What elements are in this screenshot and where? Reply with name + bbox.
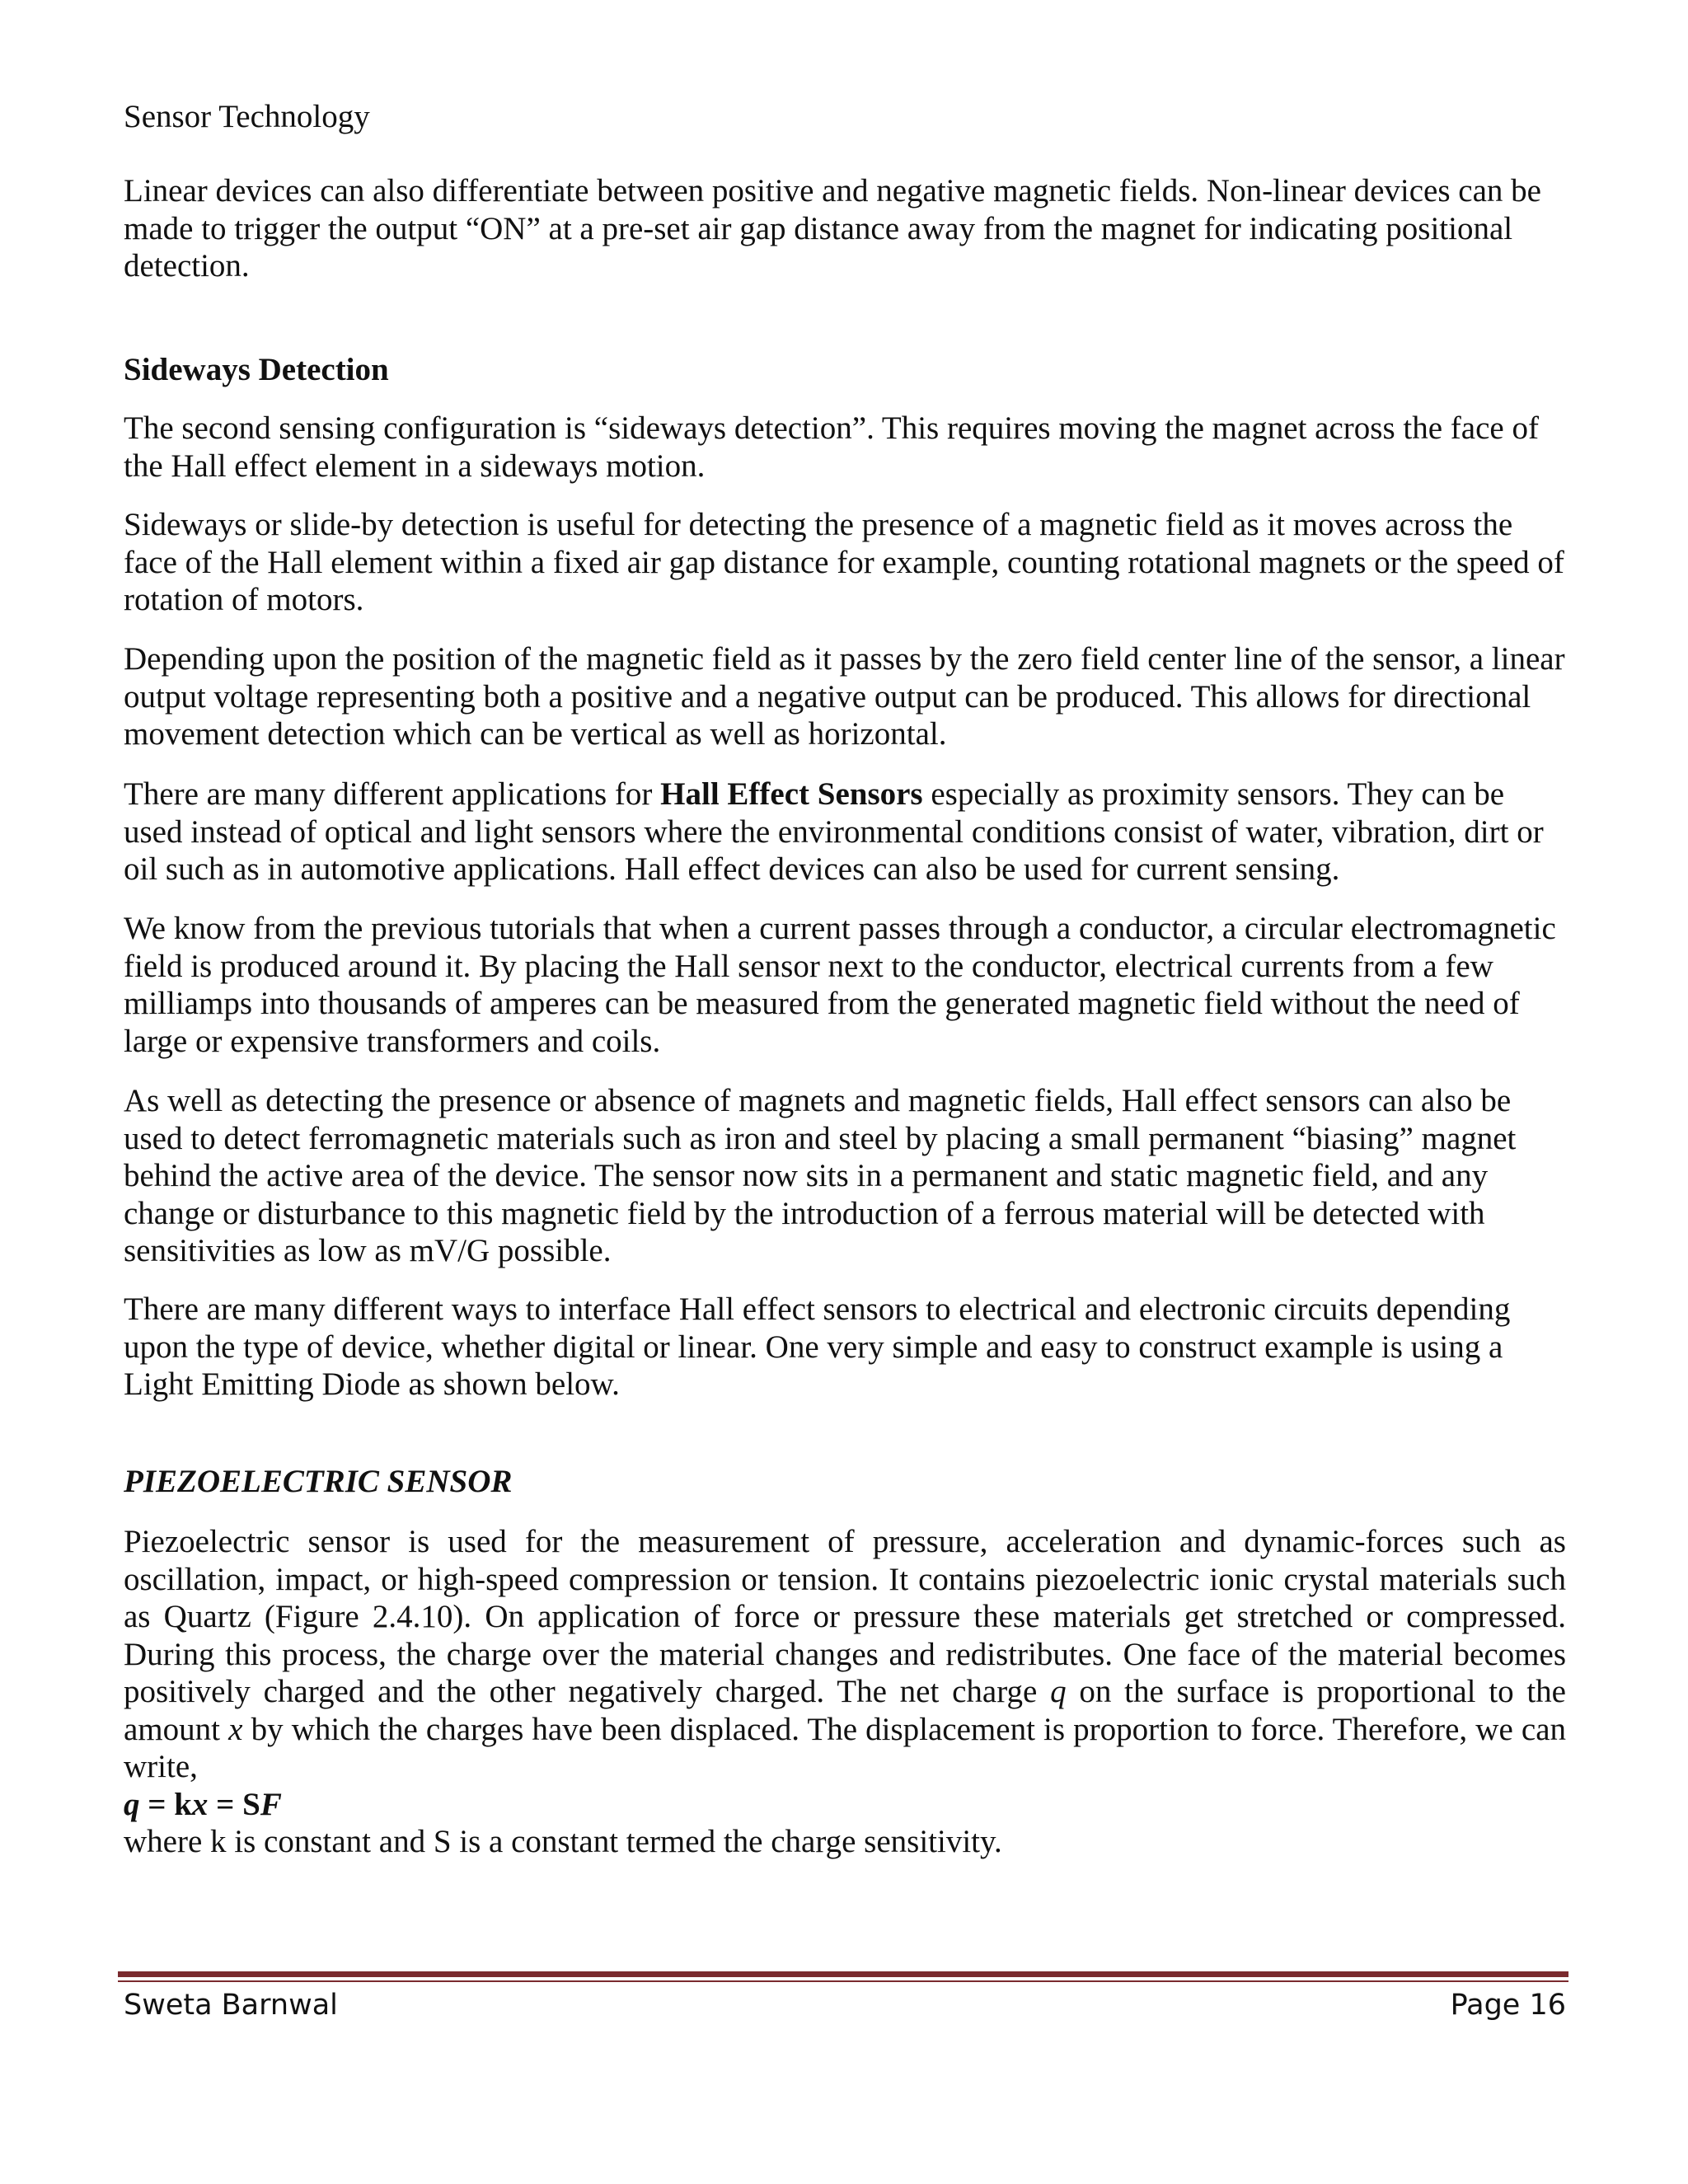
- sideways-paragraph-5: [124, 910, 1566, 1060]
- piezo-section: [124, 1462, 1566, 1502]
- sideways-paragraph-7: [124, 1291, 1566, 1404]
- section-heading-sideways: Sideways Detection: [124, 352, 389, 387]
- footer-page-number: Page 16: [1450, 1989, 1566, 2022]
- formula-note: where k is constant and S is a constant termed the charge sensitivity.: [124, 1824, 1002, 1859]
- paragraph-text: We know from the previous tutorials that when a current passes through a conductor, a circular electromagnetic field is produced around it. By placing the Hall sensor next to the conductor, electrical currents from a few milliamps into thousands of amperes can be measured from the generated magnetic field without the need of large or expensive transformers and coils.: [124, 911, 1556, 1059]
- formula-x: x: [191, 1786, 209, 1822]
- paragraph-text-part: Piezoelectric sensor is used for the measurement of pressure, acceleration and dynamic-forces such as oscillation, impact, or high-speed compression or tension. It contains piezoelectric ionic crystal materials such as Quartz (Figure 2.4.10). On application of force or pressure these materials get stretched or compressed. During this process, the charge over the material changes and redistributes. One face of the material becomes positively charged and the other negatively charged. The net charge: [124, 1524, 1566, 1709]
- paragraph-text-part: by which the charges have been displaced. The displacement is proportion to force. Therefore, we can write,: [124, 1711, 1567, 1784]
- sideways-paragraph-6: [124, 1082, 1566, 1270]
- formula-line: [124, 1786, 1566, 1824]
- paragraph-text-tail: especially as proximity sensors. They can be used instead of optical and light sensors where the environmental conditions consist of water, vibration, dirt or oil such as in automotive applications. Hall effect devices can also be used for current sensing.: [124, 776, 1544, 887]
- intro-paragraph: Linear devices can also differentiate between positive and negative magnetic fields. Non-linear devices can be made to trigger the output “ON” at a pre-set air gap distance away from the magnet for indicating positional detection.: [124, 173, 1541, 284]
- intro-section: [124, 172, 1566, 285]
- sideways-paragraph-1: [124, 410, 1566, 485]
- sideways-paragraph-4: [124, 776, 1566, 888]
- paragraph-text: The second sensing configuration is “sideways detection”. This requires moving the magnet across the face of the Hall effect element in a sideways motion.: [124, 410, 1539, 484]
- formula-q: q: [124, 1786, 140, 1822]
- piezo-paragraph-1: [124, 1523, 1566, 1861]
- paragraph-text-lead: There are many different applications for: [124, 776, 661, 812]
- formula-eq-2: = S: [208, 1786, 260, 1822]
- sideways-paragraph-3: [124, 640, 1566, 753]
- paragraph-text: [124, 1523, 1566, 1786]
- variable-x: x: [228, 1711, 243, 1747]
- paragraph-text: [124, 776, 1566, 888]
- paragraph-text: Sideways or slide-by detection is useful for detecting the presence of a magnetic field as it moves across the face of the Hall element within a fixed air gap distance for example, counting rotational magnets or the speed of rotation of motors.: [124, 507, 1564, 617]
- paragraph-text: As well as detecting the presence or absence of magnets and magnetic fields, Hall effect sensors can also be used to detect ferromagnetic materials such as iron and steel by placing a small permanent “biasing” magnet behind the active area of the device. The sensor now sits in a permanent and static magnetic field, and any change or disturbance to this magnetic field by the introduction of a ferrous material will be detected with sensitivities as low as mV/G possible.: [124, 1083, 1517, 1268]
- footer-rule-thin: [118, 1980, 1568, 1982]
- paragraph-text: There are many different ways to interface Hall effect sensors to electrical and electronic circuits depending upon the type of device, whether digital or linear. One very simple and easy to construct example is using a Light Emitting Diode as shown below.: [124, 1291, 1511, 1402]
- sideways-section: [124, 350, 1566, 390]
- paragraph-text-part: on the surface is proportional to the amount: [124, 1674, 1566, 1747]
- section-heading-piezoelectric: PIEZOELECTRIC SENSOR: [124, 1464, 513, 1499]
- footer-rule-thick: [118, 1971, 1568, 1977]
- running-header: Sensor Technology: [124, 99, 370, 134]
- variable-q: q: [1050, 1674, 1067, 1709]
- paragraph-text: Depending upon the position of the magnetic field as it passes by the zero field center line of the sensor, a linear output voltage representing both a positive and a negative output can be produced. This allows for directional movement detection which can be vertical as well as horizontal.: [124, 641, 1565, 752]
- bold-term: Hall Effect Sensors: [660, 776, 923, 812]
- sideways-paragraph-2: [124, 506, 1566, 619]
- formula-F: F: [260, 1786, 282, 1822]
- formula-eq-1: = k: [139, 1786, 192, 1822]
- footer-author: Sweta Barnwal: [124, 1989, 338, 2022]
